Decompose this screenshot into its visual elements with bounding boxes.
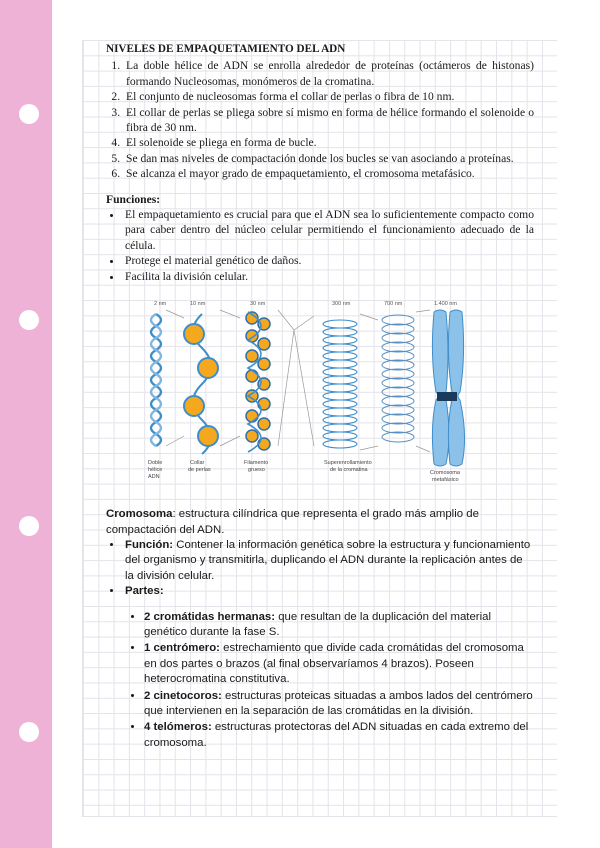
list-item: 6. Se alcanza el mayor grado de empaquetamiento, el cromosoma metafásico. bbox=[123, 166, 534, 181]
list-item bbox=[123, 538, 534, 584]
figure-label-fiber: Filamento grueso bbox=[244, 460, 269, 474]
list-item: 2. El conjunto de nucleosomas forma el collar de perlas o fibra de 10 nm. bbox=[123, 89, 534, 104]
cromosoma-definition bbox=[106, 507, 534, 538]
list-item bbox=[144, 720, 534, 751]
list-item bbox=[144, 610, 534, 641]
parte-text: estructuras proteicas situadas a ambos lados del centrómero que intervienen en la separación de las cromátidas en la división. bbox=[144, 689, 533, 717]
parte-text: estrechamiento que divide cada cromátidas del cromosoma en dos partes o brazos (al final observaríamos 4 brazos). Poseen heterocromatina constitutiva. bbox=[144, 642, 524, 686]
binder-hole bbox=[19, 516, 39, 536]
condensed-chromatin-drawing bbox=[382, 315, 414, 442]
parte-text: estructuras protectoras del ADN situadas en cada extremo del cromosoma. bbox=[144, 721, 529, 749]
cromosoma-section bbox=[106, 507, 534, 751]
page-content bbox=[106, 42, 534, 752]
page-title: NIVELES DE EMPAQUETAMIENTO DEL ADN bbox=[106, 43, 346, 55]
figure-label-chromosome: Cromosoma metafásico bbox=[430, 470, 460, 482]
beads-on-string-drawing bbox=[184, 314, 218, 454]
funciones-list bbox=[106, 207, 534, 284]
list-item: • Protege el material genético de daños. bbox=[123, 253, 534, 268]
thick-fiber-drawing bbox=[246, 312, 270, 452]
list-item bbox=[123, 584, 534, 599]
funcion-label: Función: bbox=[125, 538, 174, 551]
scale-label: 2 nm bbox=[154, 301, 167, 308]
parte-text: que resultan de la duplicación del material genético durante la fase S. bbox=[144, 610, 491, 638]
supercoil-drawing bbox=[323, 320, 357, 448]
binder-hole bbox=[19, 722, 39, 742]
parte-label: 4 telómeros: bbox=[144, 721, 212, 734]
list-item: 1. La doble hélice de ADN se enrolla alrededor de proteínas (octámeros de histonas) formando Nucleosomas, monómeros de la cromatina. bbox=[123, 58, 534, 89]
list-item: • El empaquetamiento es crucial para que el ADN sea lo suficientemente compacto como para caber dentro del núcleo celular permitiendo el funcionamiento adecuado de la célula. bbox=[123, 207, 534, 253]
list-item: 3. El collar de perlas se pliega sobre sí mismo en forma de hélice formando el solenoide o fibra de 30 nm. bbox=[123, 105, 534, 136]
partes-list bbox=[106, 610, 534, 752]
funciones-heading: Funciones: bbox=[106, 192, 161, 206]
list-item: 4. El solenoide se pliega en forma de bucle. bbox=[123, 135, 534, 150]
parte-label: 1 centrómero: bbox=[144, 642, 220, 655]
parte-label: 2 cinetocoros: bbox=[144, 689, 222, 702]
figure-label-supercoil: Superenrollamiento de la cromatina bbox=[324, 460, 372, 474]
figure-label-helix: Doble hélice ADN bbox=[148, 460, 163, 481]
packaging-steps-list bbox=[106, 58, 534, 181]
scale-label: 300 nm bbox=[332, 301, 351, 308]
list-item bbox=[144, 689, 534, 720]
double-helix-drawing bbox=[151, 314, 161, 446]
dna-packaging-figure bbox=[144, 296, 474, 481]
figure-label-beads: Collar de perlas bbox=[188, 460, 211, 474]
list-item: • Facilita la división celular. bbox=[123, 269, 534, 284]
list-item: 5. Se dan mas niveles de compactación donde los bucles se van asociando a proteínas. bbox=[123, 151, 534, 166]
binder-hole bbox=[19, 104, 39, 124]
scale-label: 10 nm bbox=[190, 301, 206, 308]
metaphase-chromosome-drawing bbox=[432, 310, 464, 466]
binder-strip bbox=[0, 0, 52, 848]
cromosoma-definition-text: : estructura cilíndrica que representa el grado más amplio de compactación del ADN. bbox=[106, 508, 479, 536]
scale-label: 700 nm bbox=[384, 301, 403, 308]
cromosoma-list bbox=[106, 538, 534, 600]
scale-label: 30 nm bbox=[250, 301, 266, 308]
funcion-text: Contener la información genética sobre la estructura y funcionamiento del organismo y transmitirla, duplicando el ADN durante la replicación antes de la división celular. bbox=[125, 538, 531, 582]
list-item bbox=[144, 641, 534, 687]
scale-label: 1.400 nm bbox=[434, 301, 457, 308]
cromosoma-term: Cromosoma bbox=[106, 508, 173, 521]
parte-label: 2 cromátidas hermanas: bbox=[144, 610, 276, 623]
partes-label: Partes: bbox=[125, 585, 164, 598]
binder-hole bbox=[19, 310, 39, 330]
